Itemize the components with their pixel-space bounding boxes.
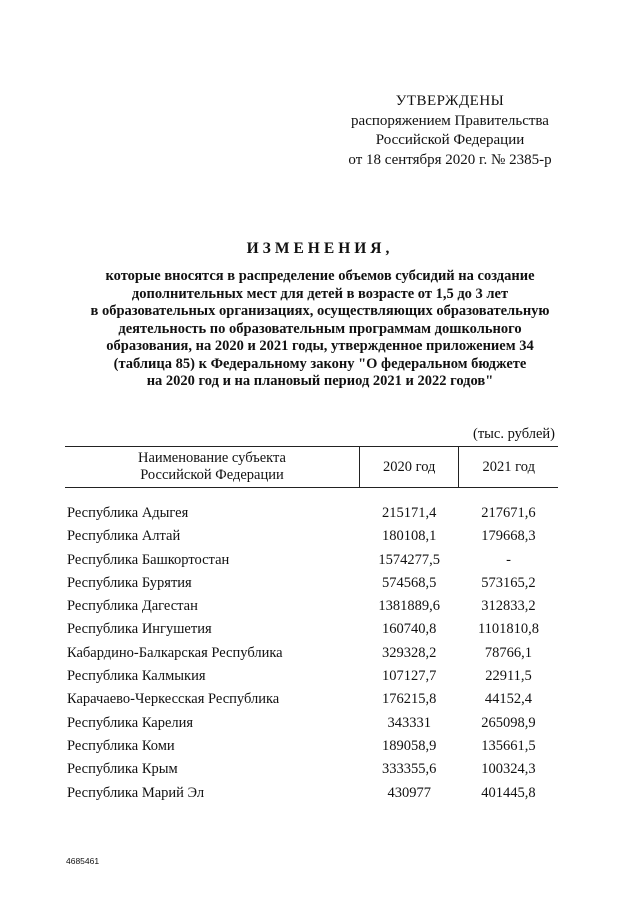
header-year-2020: 2020 год bbox=[359, 447, 459, 488]
value-2020: 215171,4 bbox=[382, 505, 437, 521]
header-year-2021: 2021 год bbox=[459, 447, 558, 488]
value-2020: 1381889,6 bbox=[378, 598, 441, 615]
table-row bbox=[65, 735, 558, 758]
header-name-line-1: Наименование субъекта bbox=[137, 450, 286, 466]
value-2021: 1101810,8 bbox=[477, 621, 540, 638]
document-heading: ИЗМЕНЕНИЯ, bbox=[246, 240, 394, 257]
value-2021: 217671,6 bbox=[481, 505, 536, 521]
value-2020: 574568,5 bbox=[382, 574, 437, 591]
table-row bbox=[65, 758, 558, 781]
subtitle-line: на 2020 год и на плановый период 2021 и 2022 годов" bbox=[146, 373, 494, 389]
subtitle-line: деятельность по образовательным программам дошкольного bbox=[118, 320, 522, 337]
region-name: Республика Марий Эл bbox=[67, 784, 205, 801]
value-2021: 179668,3 bbox=[481, 528, 536, 545]
value-2020: 160740,8 bbox=[382, 621, 437, 638]
approval-line-2: Российской Федерации bbox=[375, 132, 525, 148]
table-spacer bbox=[65, 488, 558, 503]
table-row bbox=[65, 642, 558, 665]
table-row bbox=[65, 549, 558, 572]
value-2020: 329328,2 bbox=[382, 644, 437, 661]
value-2020: 343331 bbox=[387, 714, 431, 731]
subtitle-line: которые вносятся в распределение объемов субсидий на создание bbox=[105, 268, 535, 284]
region-name: Республика Алтай bbox=[67, 528, 181, 545]
header-region-name bbox=[65, 447, 359, 488]
approval-block bbox=[330, 92, 570, 170]
subtitle-line: в образовательных организациях, осуществляющих образовательную bbox=[90, 303, 550, 319]
value-2021: - bbox=[506, 551, 511, 568]
value-2020: 107127,7 bbox=[382, 668, 437, 685]
value-2021: 78766,1 bbox=[484, 644, 533, 661]
value-2020: 176215,8 bbox=[382, 691, 437, 708]
subtitle-line: (таблица 85) к Федеральному закону "О федеральном бюджете bbox=[113, 355, 527, 372]
region-name: Карачаево-Черкесская Республика bbox=[67, 691, 280, 708]
header-name-line-2: Российской Федерации bbox=[140, 467, 284, 483]
value-2021: 135661,5 bbox=[481, 737, 536, 754]
value-2021: 265098,9 bbox=[481, 714, 536, 731]
approval-line-3: от 18 сентября 2020 г. № 2385-р bbox=[348, 151, 552, 168]
value-2021: 100324,3 bbox=[481, 761, 536, 778]
table-row bbox=[65, 525, 558, 548]
subsidy-table bbox=[65, 446, 558, 805]
region-name: Республика Карелия bbox=[67, 714, 194, 731]
approval-title: УТВЕРЖДЕНЫ bbox=[395, 93, 505, 109]
table-row bbox=[65, 782, 558, 805]
table-header-row bbox=[65, 447, 558, 488]
value-2021: 44152,4 bbox=[484, 691, 533, 708]
document-code: 4685461 bbox=[66, 856, 100, 866]
value-2021: 22911,5 bbox=[485, 668, 532, 685]
table-row bbox=[65, 618, 558, 641]
region-name: Республика Дагестан bbox=[67, 598, 198, 615]
region-name: Республика Коми bbox=[67, 737, 175, 754]
region-name: Республика Бурятия bbox=[67, 574, 192, 591]
region-name: Республика Калмыкия bbox=[67, 668, 206, 685]
units-label: (тыс. рублей) bbox=[473, 426, 555, 442]
table-row bbox=[65, 502, 558, 525]
table-row bbox=[65, 688, 558, 711]
value-2020: 189058,9 bbox=[382, 737, 437, 754]
value-2021: 312833,2 bbox=[481, 598, 536, 615]
value-2020: 333355,6 bbox=[382, 761, 437, 778]
region-name: Кабардино-Балкарская Республика bbox=[67, 644, 283, 661]
table-row bbox=[65, 595, 558, 618]
table-row bbox=[65, 712, 558, 735]
region-name: Республика Башкортостан bbox=[67, 551, 230, 568]
region-name: Республика Ингушетия bbox=[67, 621, 212, 638]
value-2020: 180108,1 bbox=[382, 528, 437, 545]
region-name: Республика Крым bbox=[67, 761, 178, 778]
subtitle-line: образования, на 2020 и 2021 годы, утвержденное приложением 34 bbox=[106, 338, 534, 354]
value-2020: 430977 bbox=[387, 784, 431, 801]
region-name: Республика Адыгея bbox=[67, 505, 189, 521]
value-2020: 1574277,5 bbox=[378, 551, 441, 568]
value-2021: 573165,2 bbox=[481, 574, 536, 591]
table-row bbox=[65, 572, 558, 595]
subtitle-line: дополнительных мест для детей в возрасте от 1,5 до 3 лет bbox=[131, 285, 509, 302]
approval-line-1: распоряжением Правительства bbox=[351, 112, 549, 129]
table-row bbox=[65, 665, 558, 688]
document-subtitle bbox=[50, 268, 590, 391]
value-2021: 401445,8 bbox=[481, 784, 536, 801]
